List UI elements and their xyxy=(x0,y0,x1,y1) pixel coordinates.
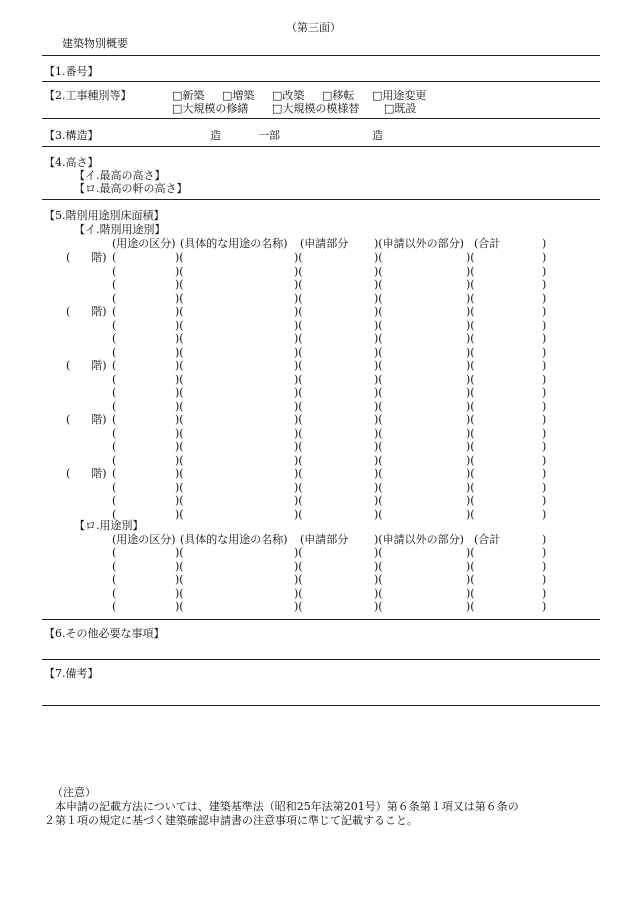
row-bracket: )( xyxy=(294,494,303,507)
row-bracket: ) xyxy=(542,453,547,467)
row-bracket: ) xyxy=(542,386,547,399)
row-bracket: )( xyxy=(294,332,303,345)
row-bracket: )( xyxy=(466,413,475,426)
floor-label: ( 階) xyxy=(66,413,107,426)
row-bracket: ( xyxy=(112,278,117,291)
row-bracket: )( xyxy=(175,251,184,264)
row-bracket: )( xyxy=(175,305,184,318)
work-type-use-change[interactable]: □用途変更 xyxy=(372,89,427,102)
row-bracket: ( xyxy=(112,372,117,386)
column-header: (合計 xyxy=(474,237,501,250)
row-bracket: )( xyxy=(175,399,184,413)
row-bracket: )( xyxy=(294,386,303,399)
floor-label: ( 階) xyxy=(66,467,107,480)
row-bracket: )( xyxy=(294,413,303,426)
row-bracket: )( xyxy=(466,494,475,507)
row-bracket: ) xyxy=(542,573,547,586)
row-bracket: )( xyxy=(294,573,303,586)
row-bracket: ) xyxy=(542,399,547,413)
row-bracket: )( xyxy=(294,586,303,600)
row-bracket: ) xyxy=(542,586,547,600)
row-bracket: ( xyxy=(112,494,117,507)
row-bracket: ( xyxy=(112,426,117,440)
work-type-major-repair[interactable]: □大規模の修繕 xyxy=(172,102,249,115)
row-bracket: )( xyxy=(175,372,184,386)
row-bracket: )( xyxy=(294,480,303,494)
structure-partial-word: 一部 xyxy=(258,129,280,142)
divider xyxy=(42,118,600,119)
row-bracket: ) xyxy=(542,440,547,453)
row-bracket: )( xyxy=(466,586,475,600)
row-bracket: )( xyxy=(294,359,303,372)
row-bracket: )( xyxy=(294,305,303,318)
row-bracket: )( xyxy=(374,440,383,453)
row-bracket: ) xyxy=(542,413,547,426)
column-header: ) xyxy=(542,237,547,250)
floor-label: ( 階) xyxy=(66,359,107,372)
row-bracket: )( xyxy=(175,426,184,440)
work-type-extension[interactable]: □増築 xyxy=(222,89,255,102)
row-bracket: ( xyxy=(112,573,117,586)
row-bracket: ) xyxy=(542,372,547,386)
row-bracket: ( xyxy=(112,399,117,413)
row-bracket: )( xyxy=(466,359,475,372)
row-bracket: ( xyxy=(112,600,117,613)
row-bracket: )( xyxy=(294,440,303,453)
divider xyxy=(42,659,600,660)
column-header: (具体的な用途の名称) xyxy=(180,533,288,546)
row-bracket: ( xyxy=(112,291,117,305)
row-bracket: )( xyxy=(294,399,303,413)
max-eaves-height-label: 【ロ.最高の軒の高さ】 xyxy=(74,182,188,195)
row-bracket: )( xyxy=(175,291,184,305)
note-line-2: ２第１項の規定に基づく建築確認申請書の注意事項に準じて記載すること。 xyxy=(44,814,418,827)
row-bracket: )( xyxy=(374,386,383,399)
row-bracket: )( xyxy=(374,600,383,613)
row-bracket: )( xyxy=(175,467,184,480)
row-bracket: )( xyxy=(466,318,475,332)
row-bracket: )( xyxy=(374,332,383,345)
structure-word-2: 造 xyxy=(372,129,383,142)
row-bracket: ( xyxy=(112,546,117,559)
row-bracket: ) xyxy=(542,480,547,494)
row-bracket: )( xyxy=(466,345,475,359)
row-bracket: )( xyxy=(294,372,303,386)
divider xyxy=(42,199,600,200)
divider xyxy=(42,705,600,706)
row-bracket: )( xyxy=(374,546,383,559)
divider xyxy=(42,55,600,56)
row-bracket: )( xyxy=(294,426,303,440)
row-bracket: )( xyxy=(175,453,184,467)
row-bracket: )( xyxy=(466,600,475,613)
row-bracket: )( xyxy=(374,507,383,521)
section-1-label: 【1.番号】 xyxy=(44,65,99,78)
row-bracket: )( xyxy=(466,264,475,278)
row-bracket: ) xyxy=(542,559,547,573)
section-3-label: 【3.構造】 xyxy=(44,129,99,142)
structure-word: 造 xyxy=(210,129,221,142)
row-bracket: ( xyxy=(112,386,117,399)
row-bracket: )( xyxy=(294,546,303,559)
row-bracket: )( xyxy=(374,480,383,494)
row-bracket: )( xyxy=(466,251,475,264)
row-bracket: )( xyxy=(374,291,383,305)
row-bracket: )( xyxy=(466,372,475,386)
row-bracket: ( xyxy=(112,332,117,345)
row-bracket: )( xyxy=(466,467,475,480)
row-bracket: )( xyxy=(466,426,475,440)
row-bracket: )( xyxy=(294,291,303,305)
row-bracket: )( xyxy=(374,305,383,318)
row-bracket: )( xyxy=(374,372,383,386)
row-bracket: ) xyxy=(542,546,547,559)
row-bracket: ) xyxy=(542,318,547,332)
work-type-reconstruction[interactable]: □改築 xyxy=(272,89,305,102)
section-6-label: 【6.その他必要な事項】 xyxy=(44,627,165,640)
row-bracket: ( xyxy=(112,318,117,332)
row-bracket: )( xyxy=(175,318,184,332)
row-bracket: ( xyxy=(112,413,117,426)
row-bracket: ) xyxy=(542,359,547,372)
section-2-label: 【2.工事種別等】 xyxy=(44,89,132,102)
row-bracket: )( xyxy=(466,546,475,559)
section-5-label: 【5.階別用途別床面積】 xyxy=(44,209,165,222)
work-type-existing[interactable]: □既設 xyxy=(384,102,417,115)
row-bracket: )( xyxy=(175,345,184,359)
divider xyxy=(42,619,600,620)
row-bracket: ( xyxy=(112,507,117,521)
row-bracket: )( xyxy=(294,467,303,480)
column-header: )(申請以外の部分) xyxy=(374,533,464,546)
row-bracket: )( xyxy=(466,332,475,345)
page-label: （第三面） xyxy=(286,21,341,34)
row-bracket: )( xyxy=(175,600,184,613)
row-bracket: ) xyxy=(542,345,547,359)
row-bracket: )( xyxy=(175,359,184,372)
row-bracket: ( xyxy=(112,453,117,467)
row-bracket: ( xyxy=(112,345,117,359)
row-bracket: )( xyxy=(294,453,303,467)
row-bracket: )( xyxy=(374,559,383,573)
column-header: (用途の区分) xyxy=(112,237,176,250)
row-bracket: )( xyxy=(175,386,184,399)
max-height-label: 【イ.最高の高さ】 xyxy=(74,169,166,182)
row-bracket: ) xyxy=(542,251,547,264)
row-bracket: ( xyxy=(112,440,117,453)
row-bracket: ) xyxy=(542,600,547,613)
row-bracket: )( xyxy=(374,453,383,467)
row-bracket: )( xyxy=(175,507,184,521)
row-bracket: )( xyxy=(466,559,475,573)
row-bracket: )( xyxy=(374,278,383,291)
row-bracket: )( xyxy=(175,413,184,426)
row-bracket: )( xyxy=(466,386,475,399)
row-bracket: )( xyxy=(466,507,475,521)
row-bracket: )( xyxy=(374,467,383,480)
row-bracket: ( xyxy=(112,251,117,264)
row-bracket: )( xyxy=(374,251,383,264)
row-bracket: )( xyxy=(466,305,475,318)
row-bracket: )( xyxy=(294,318,303,332)
column-header: (申請部分 xyxy=(300,237,349,250)
section-7-label: 【7.備考】 xyxy=(44,667,99,680)
work-type-relocation[interactable]: □移転 xyxy=(322,89,355,102)
row-bracket: ) xyxy=(542,305,547,318)
row-bracket: )( xyxy=(374,318,383,332)
row-bracket: ( xyxy=(112,264,117,278)
work-type-newbuild[interactable]: □新築 xyxy=(172,89,205,102)
row-bracket: )( xyxy=(294,559,303,573)
row-bracket: )( xyxy=(374,413,383,426)
row-bracket: )( xyxy=(374,426,383,440)
row-bracket: ) xyxy=(542,291,547,305)
row-bracket: )( xyxy=(294,251,303,264)
row-bracket: ( xyxy=(112,467,117,480)
form-title: 建築物別概要 xyxy=(62,37,128,50)
floor-label: ( 階) xyxy=(66,305,107,318)
column-header: (用途の区分) xyxy=(112,533,176,546)
row-bracket: ( xyxy=(112,480,117,494)
row-bracket: )( xyxy=(294,507,303,521)
column-header: )(申請以外の部分) xyxy=(374,237,464,250)
work-type-major-remodel[interactable]: □大規模の模様替 xyxy=(272,102,360,115)
row-bracket: ) xyxy=(542,494,547,507)
row-bracket: ) xyxy=(542,507,547,521)
row-bracket: )( xyxy=(466,291,475,305)
row-bracket: )( xyxy=(175,480,184,494)
row-bracket: )( xyxy=(466,440,475,453)
row-bracket: ) xyxy=(542,426,547,440)
divider xyxy=(42,146,600,147)
floor-label: ( 階) xyxy=(66,251,107,264)
row-bracket: )( xyxy=(374,399,383,413)
row-bracket: )( xyxy=(175,264,184,278)
row-bracket: )( xyxy=(466,399,475,413)
row-bracket: )( xyxy=(374,345,383,359)
row-bracket: )( xyxy=(466,573,475,586)
divider xyxy=(42,81,600,82)
column-header: ) xyxy=(542,533,547,546)
row-bracket: )( xyxy=(466,453,475,467)
row-bracket: )( xyxy=(294,345,303,359)
row-bracket: )( xyxy=(466,480,475,494)
by-use-label: 【ロ.用途別】 xyxy=(74,519,144,532)
note-title: （注意） xyxy=(52,786,96,799)
row-bracket: )( xyxy=(374,586,383,600)
row-bracket: )( xyxy=(175,278,184,291)
row-bracket: )( xyxy=(374,264,383,278)
section-4-label: 【4.高さ】 xyxy=(44,156,99,169)
row-bracket: )( xyxy=(294,264,303,278)
row-bracket: )( xyxy=(175,586,184,600)
row-bracket: )( xyxy=(175,494,184,507)
column-header: (申請部分 xyxy=(300,533,349,546)
row-bracket: ( xyxy=(112,586,117,600)
row-bracket: )( xyxy=(374,573,383,586)
row-bracket: )( xyxy=(175,332,184,345)
row-bracket: )( xyxy=(175,546,184,559)
row-bracket: )( xyxy=(294,278,303,291)
row-bracket: ( xyxy=(112,305,117,318)
row-bracket: ( xyxy=(112,559,117,573)
row-bracket: )( xyxy=(175,440,184,453)
row-bracket: )( xyxy=(466,278,475,291)
row-bracket: ) xyxy=(542,332,547,345)
row-bracket: )( xyxy=(374,494,383,507)
row-bracket: )( xyxy=(294,600,303,613)
row-bracket: ) xyxy=(542,278,547,291)
column-header: (合計 xyxy=(474,533,501,546)
row-bracket: )( xyxy=(175,573,184,586)
row-bracket: ) xyxy=(542,467,547,480)
by-floor-label: 【イ.階別用途別】 xyxy=(74,223,166,236)
row-bracket: )( xyxy=(374,359,383,372)
note-line-1: 本申請の記載方法については、建築基準法（昭和25年法第201号）第６条第１項又は第６条の xyxy=(44,800,519,813)
row-bracket: ) xyxy=(542,264,547,278)
row-bracket: ( xyxy=(112,359,117,372)
column-header: (具体的な用途の名称) xyxy=(180,237,288,250)
row-bracket: )( xyxy=(175,559,184,573)
